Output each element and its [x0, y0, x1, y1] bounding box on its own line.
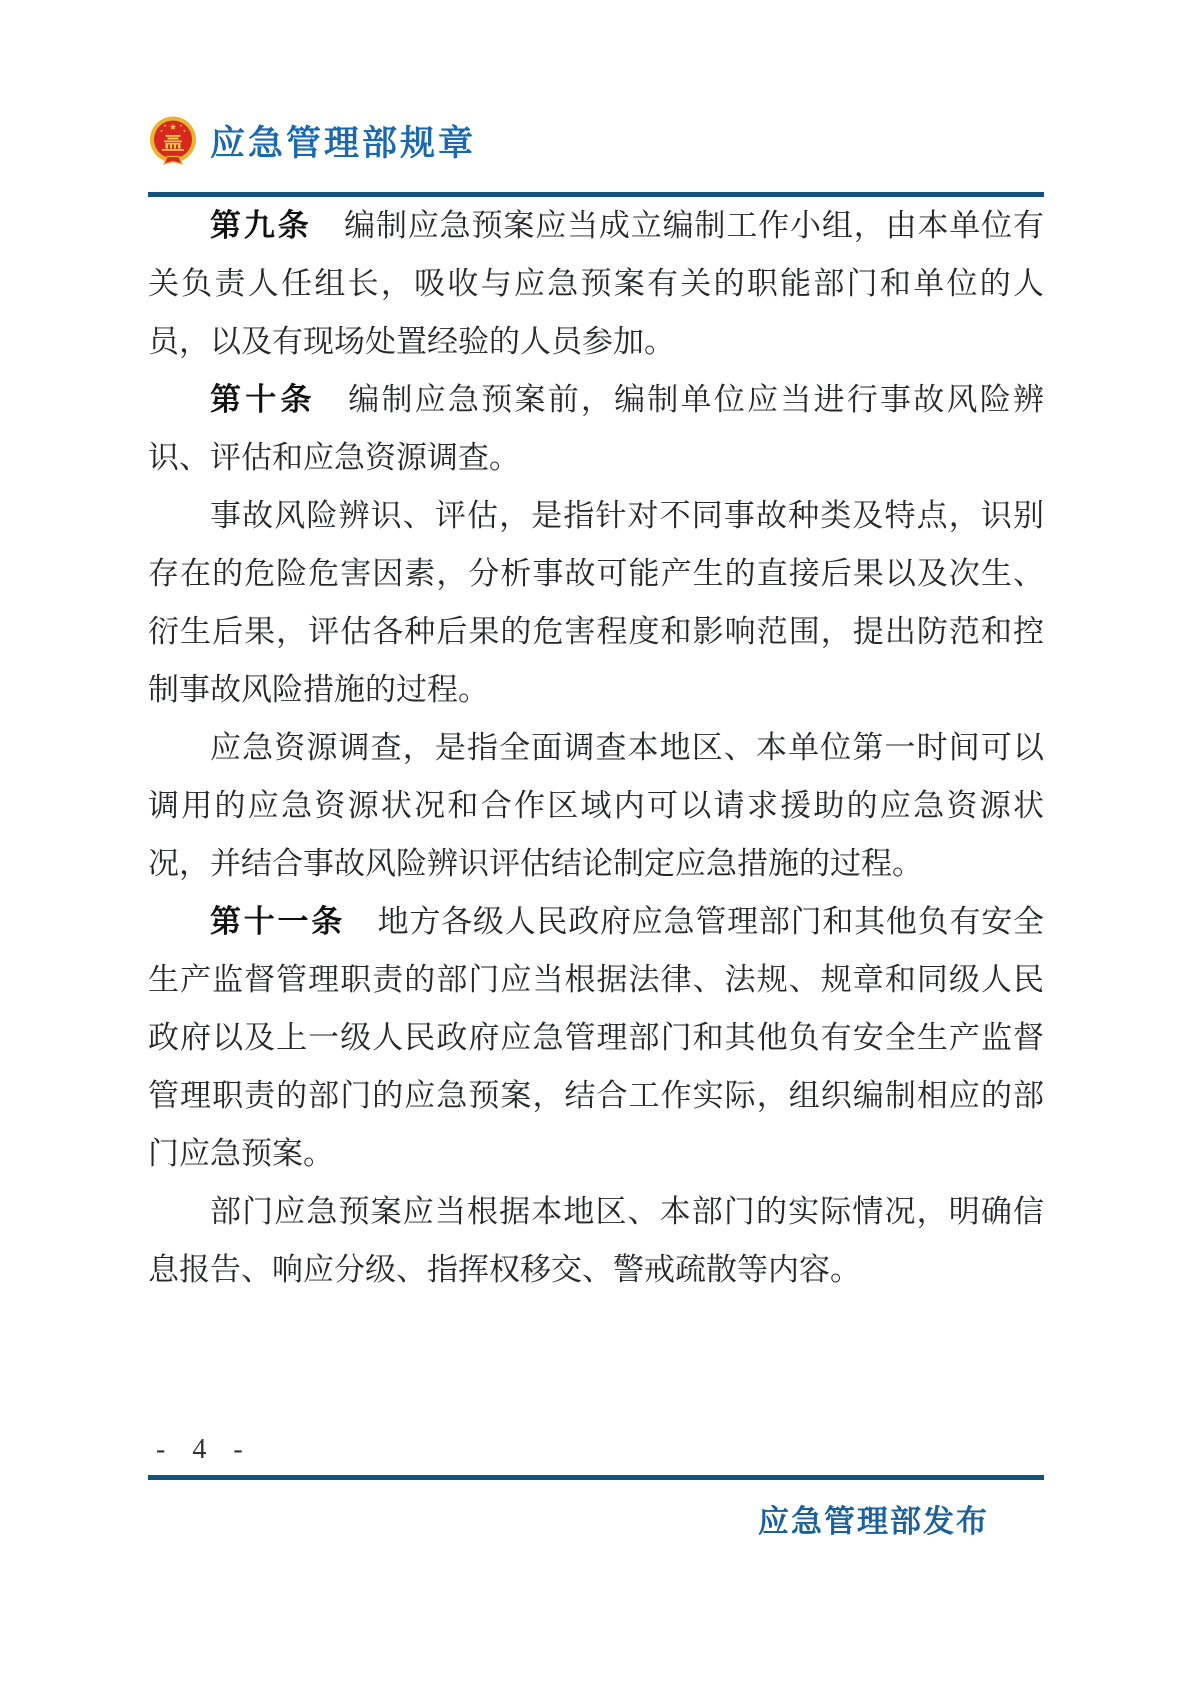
- national-emblem-icon: [148, 115, 198, 171]
- paragraph-text: 应急资源调查，是指全面调查本地区、本单位第一时间可以调用的应急资源状况和合作区域内可以请求援助的应急资源状况，并结合事故风险辨识评估结论制定应急措施的过程。: [148, 730, 1044, 881]
- paragraph-article-11: [148, 893, 1044, 1183]
- paragraph-article-9: [148, 197, 1044, 371]
- page-number: - 4 -: [156, 1434, 253, 1465]
- paragraph-text: 事故风险辨识、评估，是指针对不同事故种类及特点，识别存在的危险危害因素，分析事故可能产生的直接后果以及次生、衍生后果，评估各种后果的危害程度和影响范围，提出防范和控制事故风险措施的过程。: [148, 498, 1044, 707]
- paragraph-resource-survey: [148, 719, 1044, 893]
- paragraph-text: 部门应急预案应当根据本地区、本部门的实际情况，明确信息报告、响应分级、指挥权移交、警戒疏散等内容。: [148, 1194, 1044, 1287]
- paragraph-article-10: [148, 371, 1044, 487]
- document-body: [148, 197, 1044, 1299]
- article-number: 第九条: [210, 208, 312, 243]
- paragraph-risk-identification: [148, 487, 1044, 719]
- document-title: 应急管理部规章: [210, 123, 477, 163]
- page-content: [148, 0, 1044, 1540]
- footer-rule: [148, 1475, 1044, 1480]
- paragraph-text: 编制应急预案前，编制单位应当进行事故风险辨识、评估和应急资源调查。: [148, 382, 1045, 475]
- paragraph-text: 编制应急预案应当成立编制工作小组，由本单位有关负责人任组长，吸收与应急预案有关的职能部门和单位的人员，以及有现场处置经验的人员参加。: [148, 208, 1045, 359]
- paragraph-text: 地方各级人民政府应急管理部门和其他负有安全生产监督管理职责的部门应当根据法律、法规、规章和同级人民政府以及上一级人民政府应急管理部门和其他负有安全生产监督管理职责的部门的应急预案，结合工作实际，组织编制相应的部门应急预案。: [148, 904, 1045, 1171]
- publisher-label: 应急管理部发布: [758, 1504, 989, 1539]
- document-header: [148, 114, 1044, 172]
- article-number: 第十一条: [210, 904, 346, 939]
- paragraph-department-plan: [148, 1183, 1044, 1299]
- article-number: 第十条: [210, 382, 316, 417]
